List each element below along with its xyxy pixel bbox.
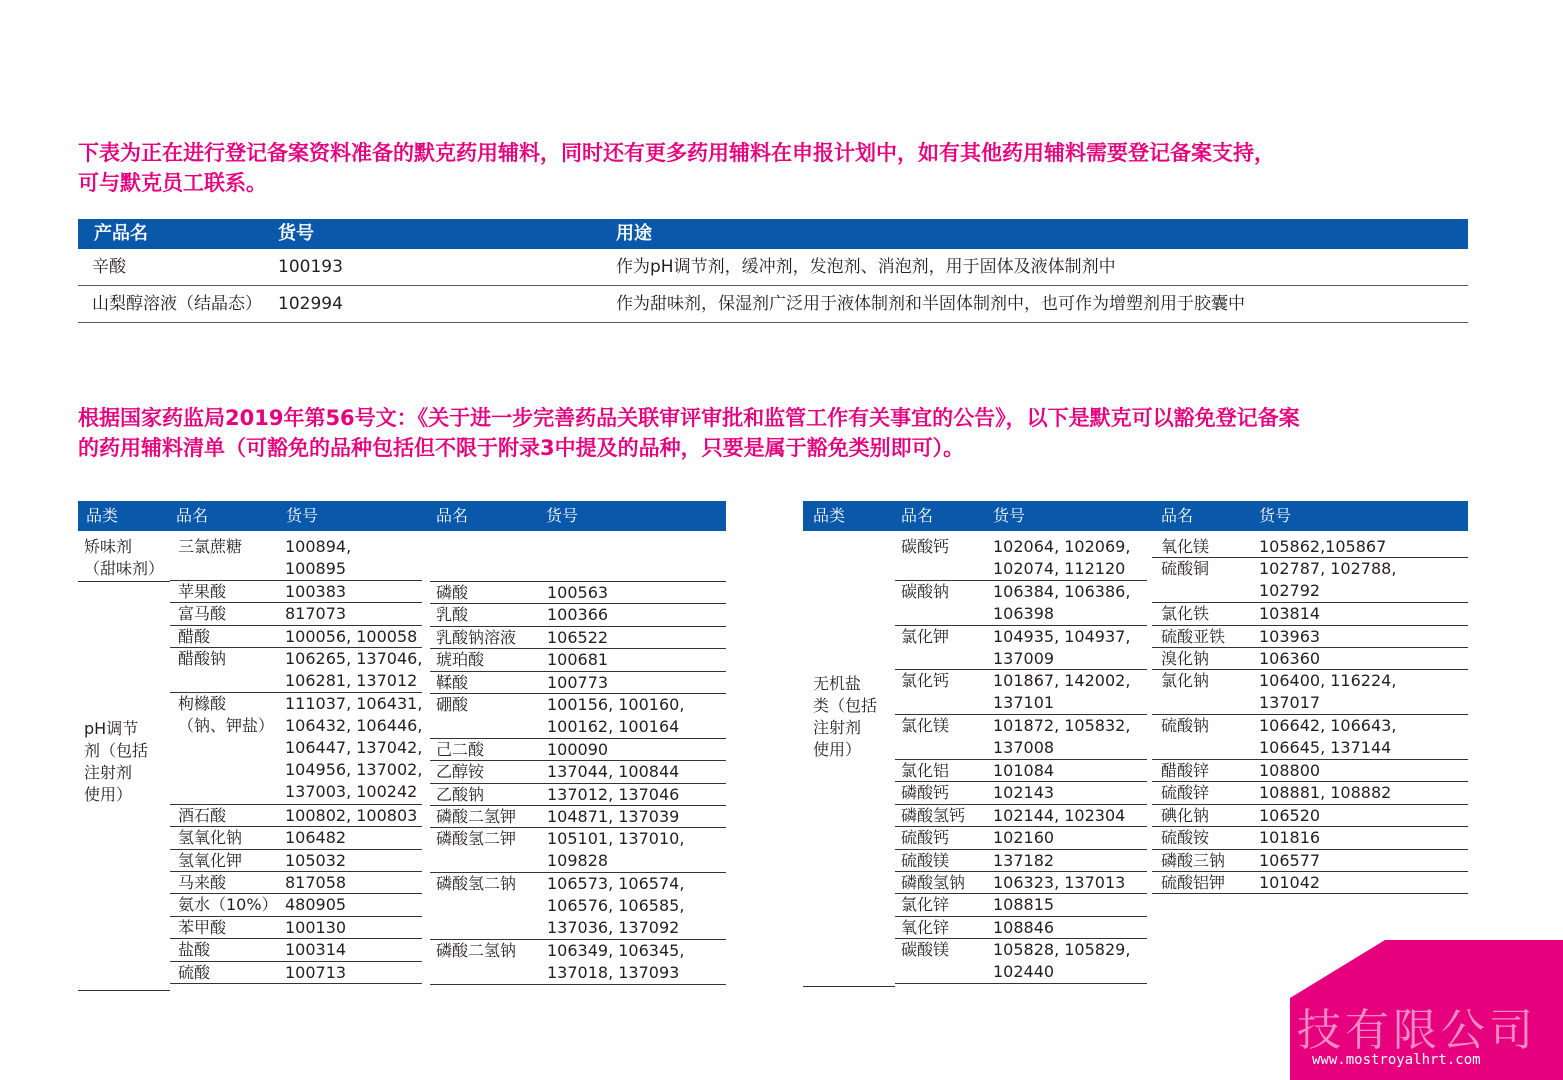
intro-text-2 — [78, 403, 1478, 463]
row-divider — [1152, 893, 1468, 894]
table-row — [78, 249, 1468, 286]
excipient-number: 100314 — [285, 940, 347, 960]
header-name: 品名 — [436, 506, 469, 525]
excipient-name: 硫酸钠 — [1161, 716, 1210, 736]
excipient-name: 氯化钾 — [901, 626, 950, 646]
excipient-number: 100130 — [285, 917, 347, 937]
excipient-name: 醋酸钠 — [178, 649, 227, 668]
excipient-number: 102143 — [993, 783, 1055, 803]
excipient-number: 100681 — [547, 650, 609, 670]
excipient-name: 硫酸钙 — [901, 828, 950, 848]
usage: 作为甜味剂，保湿剂广泛用于液体制剂和半固体制剂中，也可作为增塑剂用于胶囊中 — [616, 294, 1245, 314]
excipient-number: 137044, 100844 — [547, 762, 680, 782]
header-category: 品类 — [813, 506, 846, 525]
row-divider — [430, 984, 726, 985]
excipient-number: 103963 — [1259, 626, 1321, 646]
excipient-name: 氯化钙 — [901, 671, 950, 691]
header-name: 品名 — [176, 506, 209, 525]
header-number: 货号 — [546, 506, 579, 525]
excipient-name: 乳酸钠溶液 — [436, 627, 517, 647]
excipient-name: 氯化铁 — [1161, 604, 1210, 624]
excipient-number: 106323, 137013 — [993, 873, 1126, 892]
excipient-name: 磷酸二氢钾 — [436, 807, 517, 826]
excipient-number: 101872, 105832, 137008 — [993, 716, 1131, 758]
intro-2-line-1: 根据国家药监局2019年第56号文：《关于进一步完善药品关联审评审批和监管工作有关事宜的公告》，以下是默克可以豁免登记备案 — [78, 406, 1300, 430]
excipient-name: 碳酸钠 — [901, 581, 950, 601]
excipient-number: 108881, 108882 — [1259, 783, 1392, 803]
excipient-name: 氯化铝 — [901, 761, 950, 780]
excipient-number: 480905 — [285, 895, 347, 915]
excipient-number: 100894, 100895 — [285, 537, 352, 578]
intro-text-1 — [78, 138, 1478, 198]
excipient-number: 100383 — [285, 581, 347, 601]
excipient-name: 溴化钠 — [1161, 649, 1210, 668]
excipient-name: 酒石酸 — [178, 805, 227, 825]
row-divider — [170, 983, 422, 984]
excipient-number: 102144, 102304 — [993, 805, 1126, 825]
excipient-number: 106482 — [285, 828, 347, 848]
excipient-number: 100366 — [547, 605, 609, 625]
excipient-number: 102064, 102069, 102074, 112120 — [993, 537, 1131, 578]
excipient-number: 817058 — [285, 873, 347, 892]
excipient-number: 101816 — [1259, 828, 1321, 848]
excipient-name: 乙醇铵 — [436, 762, 485, 782]
excipient-number: 106265, 137046, 106281, 137012 — [285, 649, 423, 690]
excipient-name: 磷酸氢钠 — [901, 873, 966, 892]
excipient-name: 氧化锌 — [901, 917, 950, 937]
right-exempt-excipients-table — [803, 501, 1468, 991]
header-item-number: 货号 — [278, 223, 314, 244]
usage: 作为pH调节剂，缓冲剂，发泡剂、消泡剂，用于固体及液体制剂中 — [616, 257, 1116, 277]
category-label: 无机盐 类（包括 注射剂 使用） — [813, 674, 878, 759]
excipient-number: 137012, 137046 — [547, 784, 680, 804]
excipient-name: 苹果酸 — [178, 581, 227, 601]
excipient-name: 硫酸铝钾 — [1161, 873, 1226, 892]
category-divider — [78, 581, 170, 582]
row-divider — [430, 581, 726, 582]
excipient-number: 104935, 104937, 137009 — [993, 626, 1131, 668]
watermark-text: 技有限公司 — [1297, 1005, 1537, 1056]
excipient-name: 马来酸 — [178, 873, 227, 892]
excipient-name: 磷酸钙 — [901, 783, 950, 803]
excipient-number: 101084 — [993, 761, 1055, 780]
excipient-name: 琥珀酸 — [436, 650, 485, 670]
product-name: 辛酸 — [92, 257, 126, 277]
excipient-number: 100090 — [547, 739, 609, 759]
excipient-number: 106360 — [1259, 649, 1321, 668]
right-table-header — [803, 501, 1468, 531]
header-number: 货号 — [1259, 506, 1292, 525]
excipient-name: 磷酸二氢钠 — [436, 941, 517, 961]
excipient-name: 盐酸 — [178, 940, 211, 960]
excipient-number: 100056, 100058 — [285, 626, 418, 646]
header-usage: 用途 — [616, 223, 652, 244]
item-number: 100193 — [278, 257, 343, 277]
intro-1-line-1: 下表为正在进行登记备案资料准备的默克药用辅料，同时还有更多药用辅料在申报计划中，如有其他药用辅料需要登记备案支持， — [78, 141, 1275, 165]
excipient-number: 102160 — [993, 828, 1055, 848]
excipient-number: 101867, 142002, 137101 — [993, 671, 1131, 713]
excipient-name: 硫酸锌 — [1161, 783, 1210, 803]
watermark-url: www.mostroyalhrt.com — [1312, 1052, 1481, 1068]
excipient-number: 106573, 106574, 106576, 106585, 137036, 137092 — [547, 874, 685, 938]
category-divider — [803, 986, 895, 987]
excipient-name: 乳酸 — [436, 605, 469, 625]
intro-2-line-2: 的药用辅料清单（可豁免的品种包括但不限于附录3中提及的品种，只要是属于豁免类别即可）。 — [78, 436, 965, 460]
excipient-number: 106520 — [1259, 805, 1321, 825]
excipient-name: 氯化镁 — [901, 716, 950, 736]
excipient-name: 磷酸氢二钠 — [436, 874, 517, 894]
excipient-number: 100773 — [547, 672, 609, 692]
excipient-name: 枸橼酸 （钠、钾盐） — [178, 693, 275, 735]
header-category: 品类 — [86, 506, 119, 525]
excipient-name: 硫酸铜 — [1161, 559, 1210, 579]
excipient-number: 101042 — [1259, 873, 1321, 892]
excipient-name: 碳酸镁 — [901, 940, 950, 960]
intro-1-line-2: 可与默克员工联系。 — [78, 171, 267, 195]
left-exempt-excipients-table — [78, 501, 728, 991]
excipient-name: 硼酸 — [436, 695, 469, 714]
excipient-number: 100563 — [547, 583, 609, 602]
category-label: pH调节 剂（包括 注射剂 使用） — [84, 719, 149, 804]
excipient-number: 108815 — [993, 895, 1055, 915]
item-number: 102994 — [278, 294, 343, 314]
pending-excipients-table — [78, 219, 1468, 323]
excipient-name: 氢氧化钠 — [178, 828, 243, 848]
excipient-number: 105828, 105829, 102440 — [993, 940, 1131, 982]
excipient-number: 100802, 100803 — [285, 805, 418, 825]
excipient-name: 氧化镁 — [1161, 537, 1210, 556]
excipient-number: 106577 — [1259, 850, 1321, 870]
excipient-number: 108846 — [993, 917, 1055, 937]
excipient-number: 108800 — [1259, 761, 1321, 780]
table-row — [78, 286, 1468, 323]
excipient-name: 碘化钠 — [1161, 805, 1210, 825]
excipient-name: 磷酸 — [436, 583, 469, 602]
excipient-name: 磷酸氢钙 — [901, 805, 966, 825]
excipient-name: 醋酸 — [178, 626, 211, 646]
excipient-number: 103814 — [1259, 604, 1321, 624]
excipient-name: 鞣酸 — [436, 672, 469, 692]
excipient-number: 106349, 106345, 137018, 137093 — [547, 941, 685, 983]
header-name: 品名 — [1161, 506, 1194, 525]
excipient-name: 磷酸氢二钾 — [436, 829, 517, 849]
excipient-name: 醋酸锌 — [1161, 761, 1210, 780]
excipient-number: 105032 — [285, 850, 347, 870]
excipient-number: 106642, 106643, 106645, 137144 — [1259, 716, 1397, 758]
excipient-number: 111037, 106431, 106432, 106446, 106447, 137042, 104956, 137002, 137003, 100242 — [285, 693, 423, 801]
excipient-number: 105862,105867 — [1259, 537, 1387, 556]
excipient-name: 硫酸镁 — [901, 850, 950, 870]
header-number: 货号 — [286, 506, 319, 525]
excipient-name: 硫酸亚铁 — [1161, 626, 1226, 646]
category-divider — [78, 990, 170, 991]
excipient-name: 氨水（10%） — [178, 895, 278, 915]
excipient-name: 硫酸铵 — [1161, 828, 1210, 848]
excipient-number: 106400, 116224, 137017 — [1259, 671, 1397, 713]
excipient-name: 三氯蔗糖 — [178, 537, 243, 556]
header-number: 货号 — [993, 506, 1026, 525]
excipient-name: 碳酸钙 — [901, 537, 950, 556]
table-header — [78, 219, 1468, 249]
excipient-number: 100156, 100160, 100162, 100164 — [547, 695, 685, 736]
product-name: 山梨醇溶液（结晶态） — [92, 294, 262, 314]
header-name: 品名 — [901, 506, 934, 525]
excipient-number: 104871, 137039 — [547, 807, 680, 826]
excipient-name: 硫酸 — [178, 962, 211, 982]
excipient-number: 817073 — [285, 604, 347, 624]
category-label: 矫味剂 （甜味剂） — [84, 537, 165, 578]
excipient-name: 己二酸 — [436, 739, 485, 759]
excipient-name: 氯化锌 — [901, 895, 950, 915]
excipient-name: 氯化钠 — [1161, 671, 1210, 691]
excipient-name: 富马酸 — [178, 604, 227, 624]
excipient-number: 102787, 102788, 102792 — [1259, 559, 1397, 601]
excipient-name: 氢氧化钾 — [178, 850, 243, 870]
excipient-name: 磷酸三钠 — [1161, 850, 1226, 870]
excipient-number: 137182 — [993, 850, 1055, 870]
excipient-number: 100713 — [285, 962, 347, 982]
excipient-number: 106384, 106386, 106398 — [993, 581, 1131, 623]
header-product-name: 产品名 — [94, 223, 148, 244]
excipient-name: 乙酸钠 — [436, 784, 485, 804]
excipient-name: 苯甲酸 — [178, 917, 227, 937]
row-divider — [895, 983, 1147, 984]
excipient-number: 105101, 137010, 109828 — [547, 829, 685, 871]
left-table-header — [78, 501, 726, 531]
excipient-number: 106522 — [547, 627, 609, 647]
